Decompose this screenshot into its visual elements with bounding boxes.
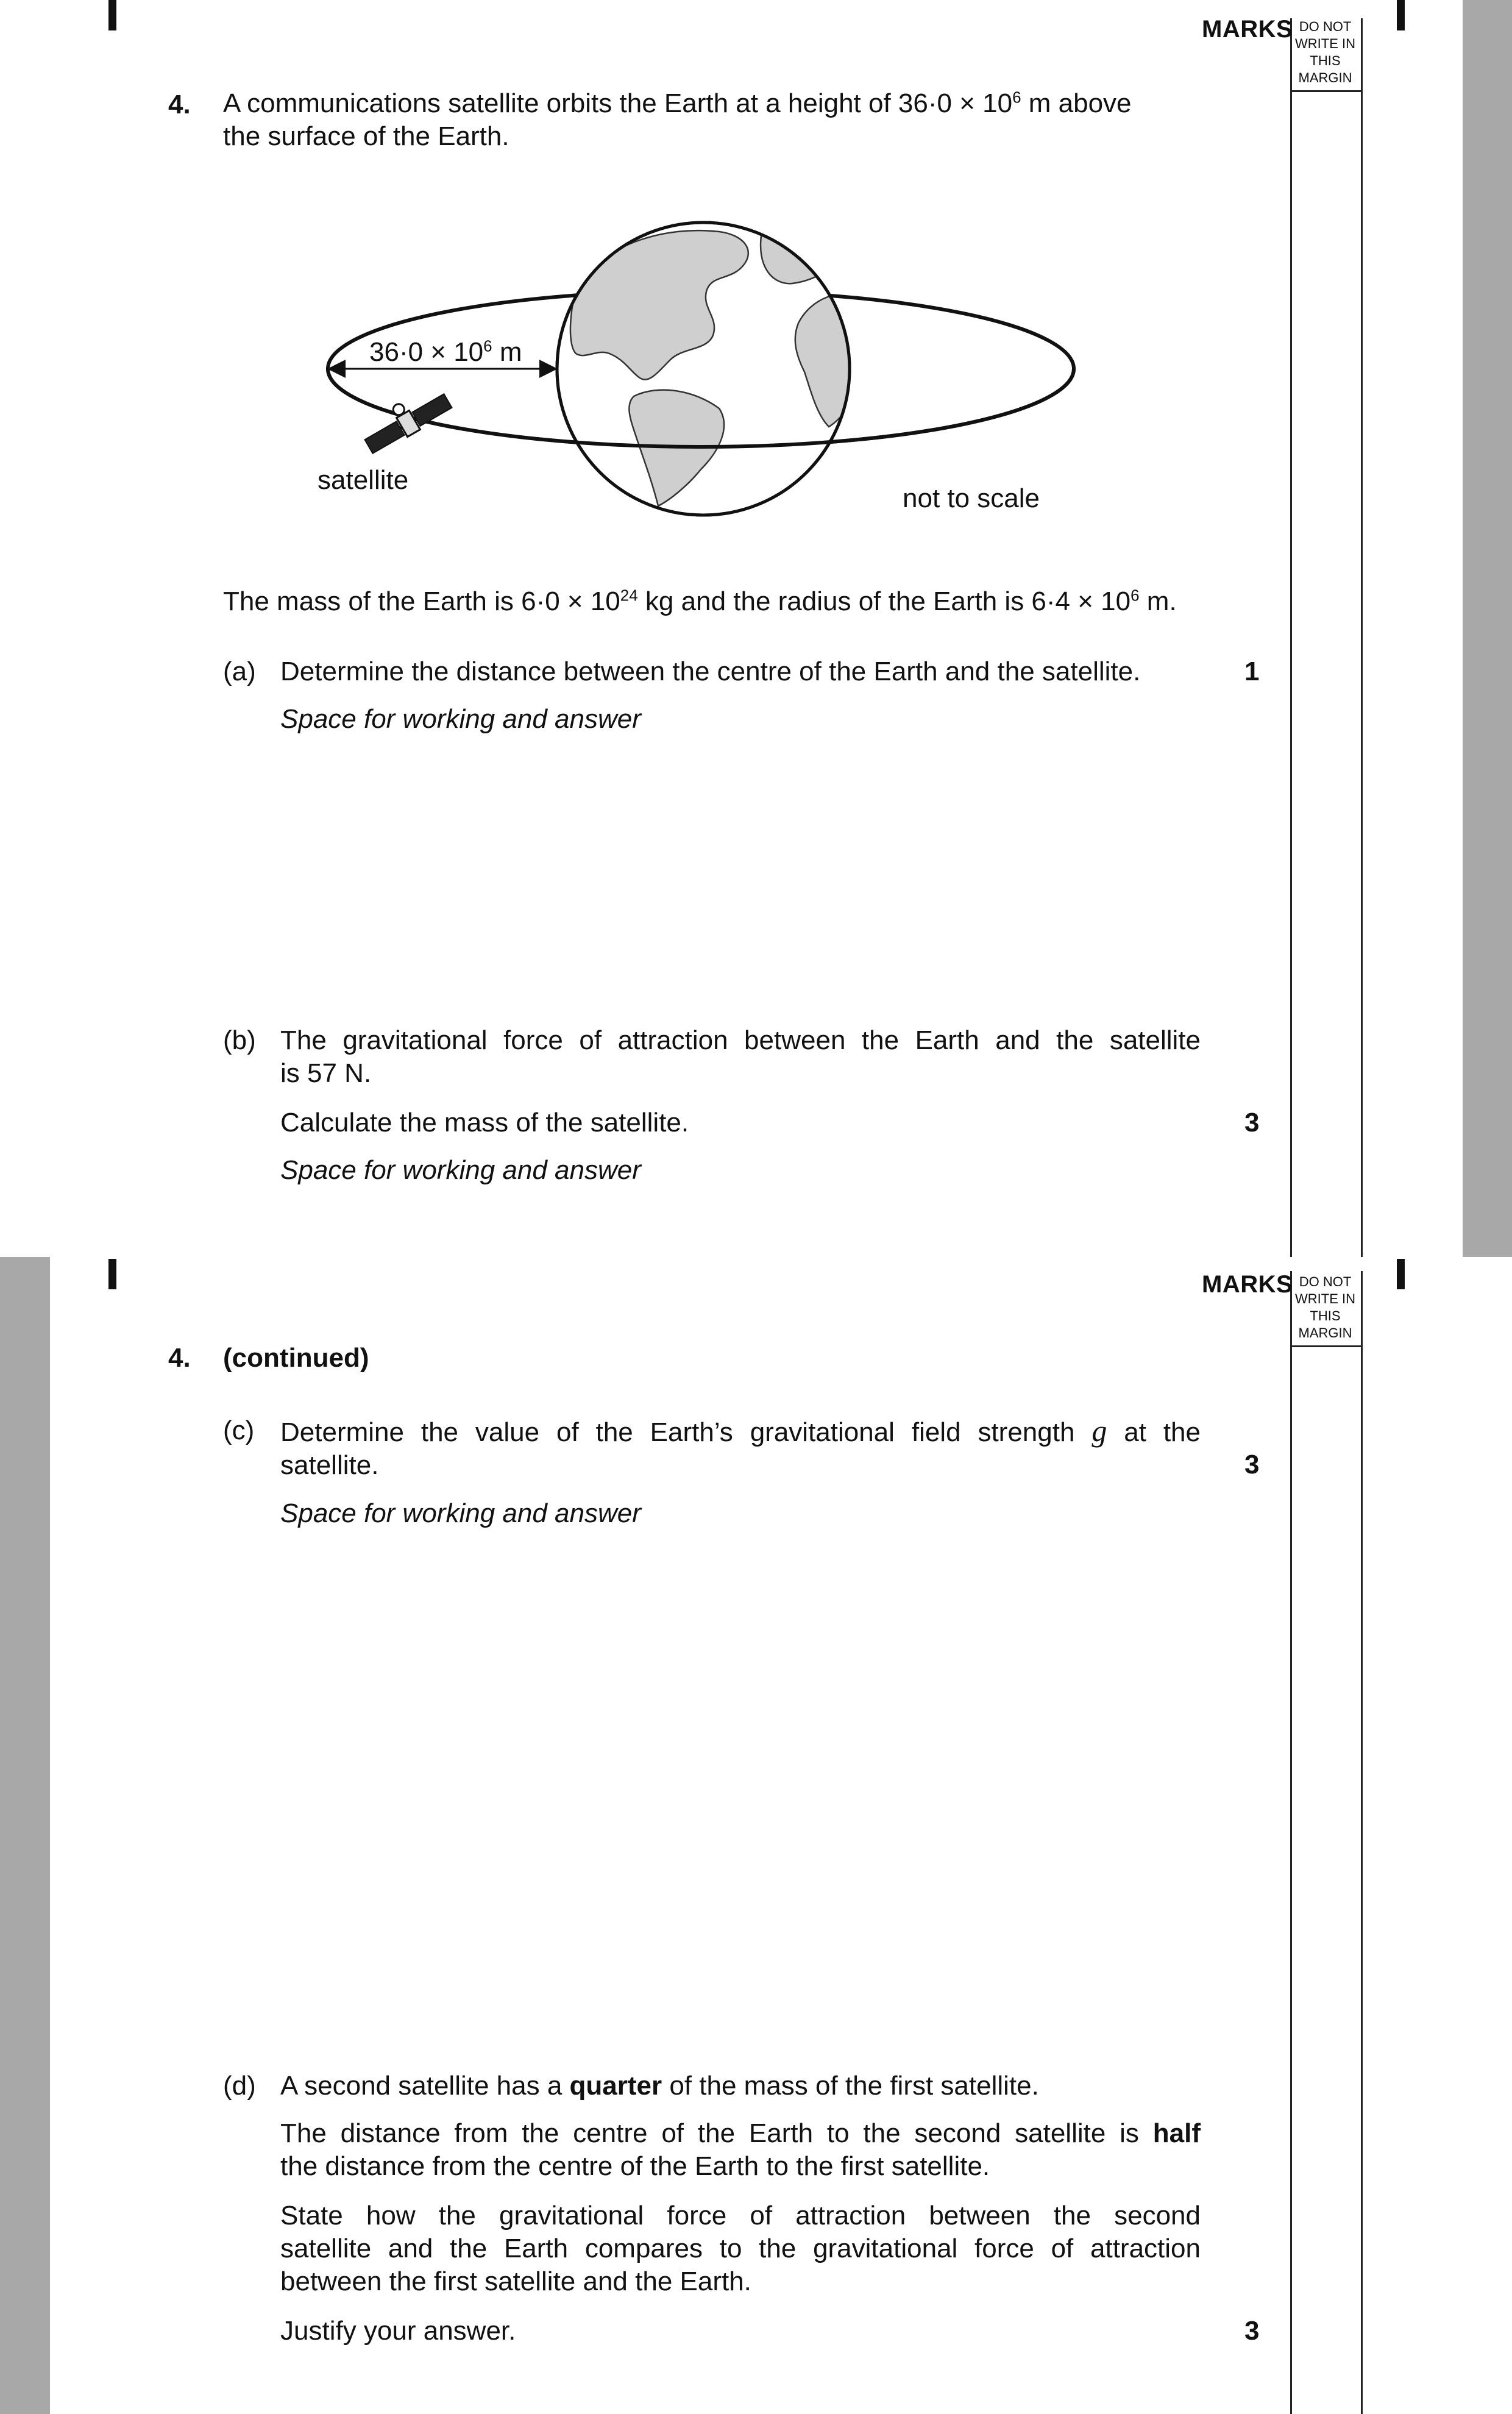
part-c-label: (c) bbox=[223, 1415, 255, 1445]
margin-line bbox=[1290, 18, 1292, 1257]
do-not-write-label bbox=[1293, 1273, 1357, 1342]
right-page-edge bbox=[1463, 0, 1512, 1257]
crop-mark bbox=[1397, 1259, 1405, 1289]
part-a-working-space[interactable]: Space for working and answer bbox=[280, 704, 641, 734]
earth-globe bbox=[557, 223, 872, 515]
earth-data-statement bbox=[223, 585, 1259, 618]
margin-line bbox=[1361, 18, 1363, 1257]
part-d-para-4: Justify your answer. bbox=[280, 2316, 516, 2346]
crop-mark bbox=[108, 1259, 116, 1289]
crop-mark bbox=[108, 0, 116, 30]
dnw-line: MARGIN bbox=[1298, 1325, 1352, 1341]
part-c-fragment: at the bbox=[1107, 1417, 1201, 1447]
exponent: 6 bbox=[483, 336, 492, 355]
continued-label: (continued) bbox=[223, 1343, 369, 1373]
part-d-fragment: A second satellite has a bbox=[280, 2071, 570, 2101]
question-intro bbox=[223, 87, 1198, 153]
margin-header-rule bbox=[1290, 90, 1363, 92]
height-label-text: 36·0 × 10 bbox=[369, 337, 484, 367]
exponent: 6 bbox=[1130, 586, 1140, 605]
part-b-marks: 3 bbox=[1244, 1108, 1260, 1138]
dnw-line: WRITE IN bbox=[1295, 1291, 1355, 1306]
crop-mark bbox=[1397, 0, 1405, 30]
dnw-line: MARGIN bbox=[1298, 70, 1352, 85]
part-c-marks: 3 bbox=[1244, 1450, 1260, 1479]
height-label bbox=[369, 336, 522, 369]
part-d-fragment: of the mass of the first satellite. bbox=[662, 2071, 1039, 2101]
dnw-line: THIS bbox=[1310, 1308, 1341, 1323]
part-c-line: satellite. bbox=[280, 1450, 379, 1480]
intro-text: m above bbox=[1021, 88, 1132, 118]
margin-line bbox=[1290, 1271, 1292, 2414]
height-label-text: m bbox=[492, 337, 522, 367]
part-d-fragment: The distance from the centre of the Earth to the second satellite is bbox=[280, 2118, 1153, 2148]
dnw-line: DO NOT bbox=[1299, 19, 1352, 34]
part-d-line: between the first satellite and the Earth. bbox=[280, 2266, 751, 2296]
part-d-line bbox=[280, 2117, 1201, 2150]
part-b-text bbox=[280, 1024, 1201, 1090]
marks-header: MARKS bbox=[1202, 1271, 1293, 1298]
part-d-label: (d) bbox=[223, 2071, 256, 2101]
part-b-label: (b) bbox=[223, 1025, 256, 1055]
satellite-label: satellite bbox=[318, 465, 409, 495]
part-b-instruction: Calculate the mass of the satellite. bbox=[280, 1108, 689, 1138]
intro-text: the surface of the Earth. bbox=[223, 121, 509, 151]
part-d-line: satellite and the Earth compares to the gravitational force of attraction bbox=[280, 2234, 1201, 2263]
do-not-write-label bbox=[1293, 18, 1357, 87]
part-d-emphasis: half bbox=[1152, 2118, 1201, 2148]
part-a-label: (a) bbox=[223, 657, 256, 686]
part-d-emphasis: quarter bbox=[569, 2071, 662, 2101]
not-to-scale-label: not to scale bbox=[903, 483, 1040, 513]
part-c-working-space[interactable]: Space for working and answer bbox=[280, 1498, 641, 1528]
part-d-para-3 bbox=[280, 2199, 1201, 2298]
part-d-para-2 bbox=[280, 2117, 1201, 2183]
part-d-para-1 bbox=[280, 2070, 1219, 2102]
margin-line bbox=[1361, 1271, 1363, 2414]
part-a-text: Determine the distance between the centre of the Earth and the satellite. bbox=[280, 657, 1141, 686]
statement-text: The mass of the Earth is 6·0 × 10 bbox=[223, 586, 620, 616]
part-d-marks: 3 bbox=[1244, 2316, 1260, 2346]
question-number: 4. bbox=[168, 90, 191, 119]
part-b-line: The gravitational force of attraction between the Earth and the satellite bbox=[280, 1025, 1201, 1055]
satellite-icon bbox=[358, 381, 453, 456]
part-c-text bbox=[280, 1414, 1201, 1482]
part-a-marks: 1 bbox=[1244, 657, 1260, 686]
part-c-line bbox=[280, 1414, 1201, 1449]
exponent: 6 bbox=[1012, 88, 1021, 107]
g-symbol: g bbox=[1091, 1414, 1107, 1448]
marks-header: MARKS bbox=[1202, 16, 1293, 43]
dnw-line: THIS bbox=[1310, 53, 1341, 68]
part-b-working-space[interactable]: Space for working and answer bbox=[280, 1155, 641, 1185]
left-page-edge bbox=[0, 1257, 50, 2414]
exponent: 24 bbox=[620, 586, 638, 605]
part-b-line: is 57 N. bbox=[280, 1058, 372, 1088]
part-c-fragment: Determine the value of the Earth’s gravitational field strength bbox=[280, 1417, 1092, 1447]
part-d-line: State how the gravitational force of attraction between the second bbox=[280, 2201, 1201, 2231]
part-d-line: the distance from the centre of the Earth to the first satellite. bbox=[280, 2151, 990, 2181]
question-number: 4. bbox=[168, 1343, 191, 1373]
statement-text: kg and the radius of the Earth is 6·4 × 10 bbox=[637, 586, 1131, 616]
statement-text: m. bbox=[1139, 586, 1177, 616]
dnw-line: WRITE IN bbox=[1295, 36, 1355, 51]
intro-text: A communications satellite orbits the Earth at a height of 36·0 × 10 bbox=[223, 88, 1013, 118]
dnw-line: DO NOT bbox=[1299, 1274, 1352, 1289]
margin-header-rule bbox=[1290, 1345, 1363, 1347]
